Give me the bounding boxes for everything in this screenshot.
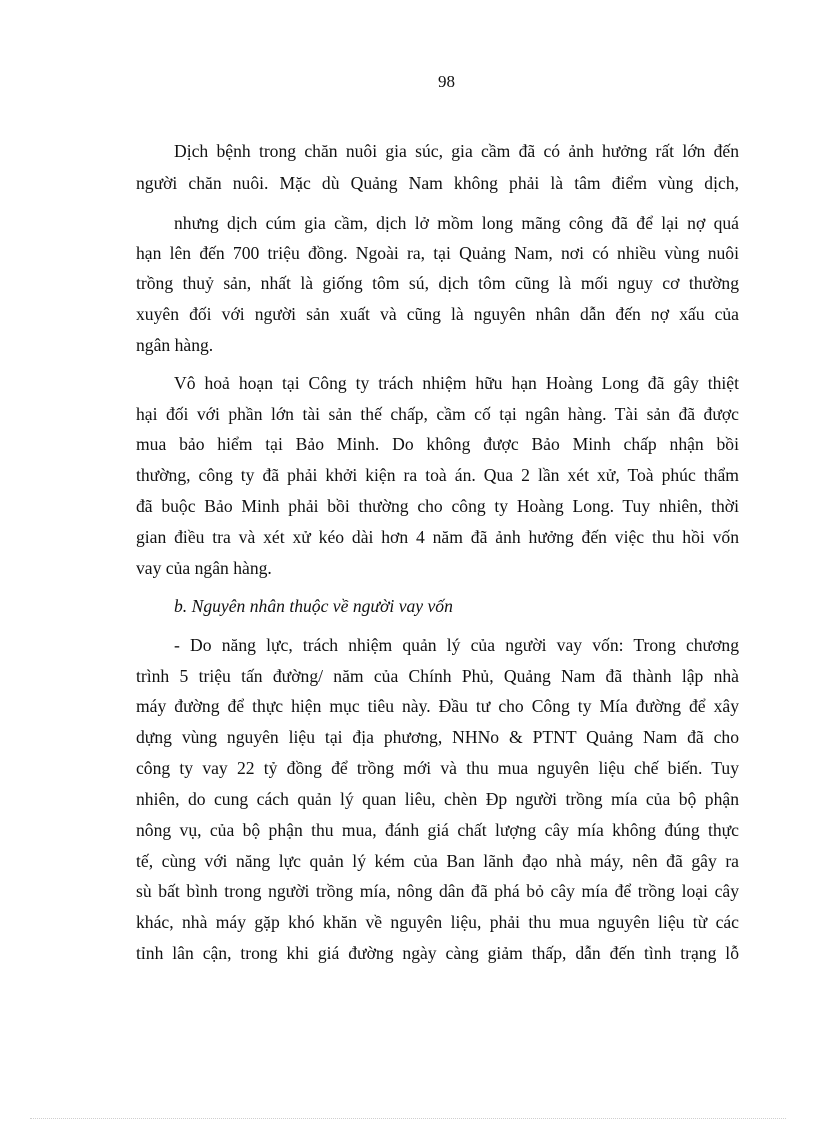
- text-line: người chăn nuôi. Mặc dù Quảng Nam không phải là tâm điểm vùng dịch,: [136, 173, 739, 193]
- text-line: đã buộc Bảo Minh phải bồi thường cho công ty Hoàng Long. Tuy nhiên, thời: [136, 496, 739, 516]
- text-line: công ty vay 22 tỷ đồng để trồng mới và thu mua nguyên liệu chế biến. Tuy: [136, 758, 739, 778]
- text-line: xuyên đối với người sản xuất và cũng là nguyên nhân dẫn đến nợ xấu của: [136, 304, 739, 324]
- text-line: sù bất bình trong người trồng mía, nông dân đã phá bỏ cây mía để trồng loại cây: [136, 881, 739, 901]
- text-line: trồng thuỷ sản, nhất là giống tôm sú, dịch tôm cũng là mối nguy cơ thường: [136, 273, 739, 293]
- text-line: nhiên, do cung cách quản lý quan liêu, chèn Ðp người trồng mía của bộ phận: [136, 789, 739, 809]
- text-line: nhưng dịch cúm gia cầm, dịch lở mồm long mãng công đã để lại nợ quá: [174, 213, 739, 233]
- text-line: hạn lên đến 700 triệu đồng. Ngoài ra, tại Quảng Nam, nơi có nhiều vùng nuôi: [136, 243, 739, 263]
- page-number: 98: [438, 72, 455, 91]
- text-line: tế, cùng với năng lực quản lý kém của Ban lãnh đạo nhà máy, nên đã gây ra: [136, 851, 739, 871]
- footer-divider: [30, 1118, 786, 1119]
- text-line: tỉnh lân cận, trong khi giá đường ngày càng giảm thấp, dẫn đến tình trạng lỗ: [136, 943, 739, 963]
- text-line: gian điều tra và xét xử kéo dài hơn 4 năm đã ảnh hưởng đến việc thu hồi vốn: [136, 527, 739, 547]
- text-line: máy đường để thực hiện mục tiêu này. Đầu tư cho Công ty Mía đường để xây: [136, 696, 739, 716]
- text-line: thường, công ty đã phải khởi kiện ra toà án. Qua 2 lần xét xử, Toà phúc thẩm: [136, 465, 739, 485]
- text-line: - Do năng lực, trách nhiệm quản lý của người vay vốn: Trong chương: [174, 635, 739, 655]
- text-line: khác, nhà máy gặp khó khăn về nguyên liệu, phải thu mua nguyên liệu từ các: [136, 912, 739, 932]
- text-line: dựng vùng nguyên liệu tại địa phương, NHNo & PTNT Quảng Nam đã cho: [136, 727, 739, 747]
- text-line: ngân hàng.: [136, 335, 214, 355]
- section-heading: b. Nguyên nhân thuộc về người vay vốn: [174, 596, 453, 616]
- text-line: vay của ngân hàng.: [136, 558, 272, 578]
- text-line: hại đối với phần lớn tài sản thế chấp, cầm cố tại ngân hàng. Tài sản đã được: [136, 404, 739, 424]
- text-line: Vô hoả hoạn tại Công ty trách nhiệm hữu hạn Hoàng Long đã gây thiệt: [174, 373, 739, 393]
- text-line: nông vụ, của bộ phận thu mua, đánh giá chất lượng cây mía không đúng thực: [136, 820, 739, 840]
- text-line: mua bảo hiểm tại Bảo Minh. Do không được Bảo Minh chấp nhận bồi: [136, 434, 739, 454]
- text-line: trình 5 triệu tấn đường/ năm của Chính Phủ, Quảng Nam đã thành lập nhà: [136, 666, 739, 686]
- text-line: Dịch bệnh trong chăn nuôi gia súc, gia cầm đã có ảnh hưởng rất lớn đến: [174, 141, 739, 161]
